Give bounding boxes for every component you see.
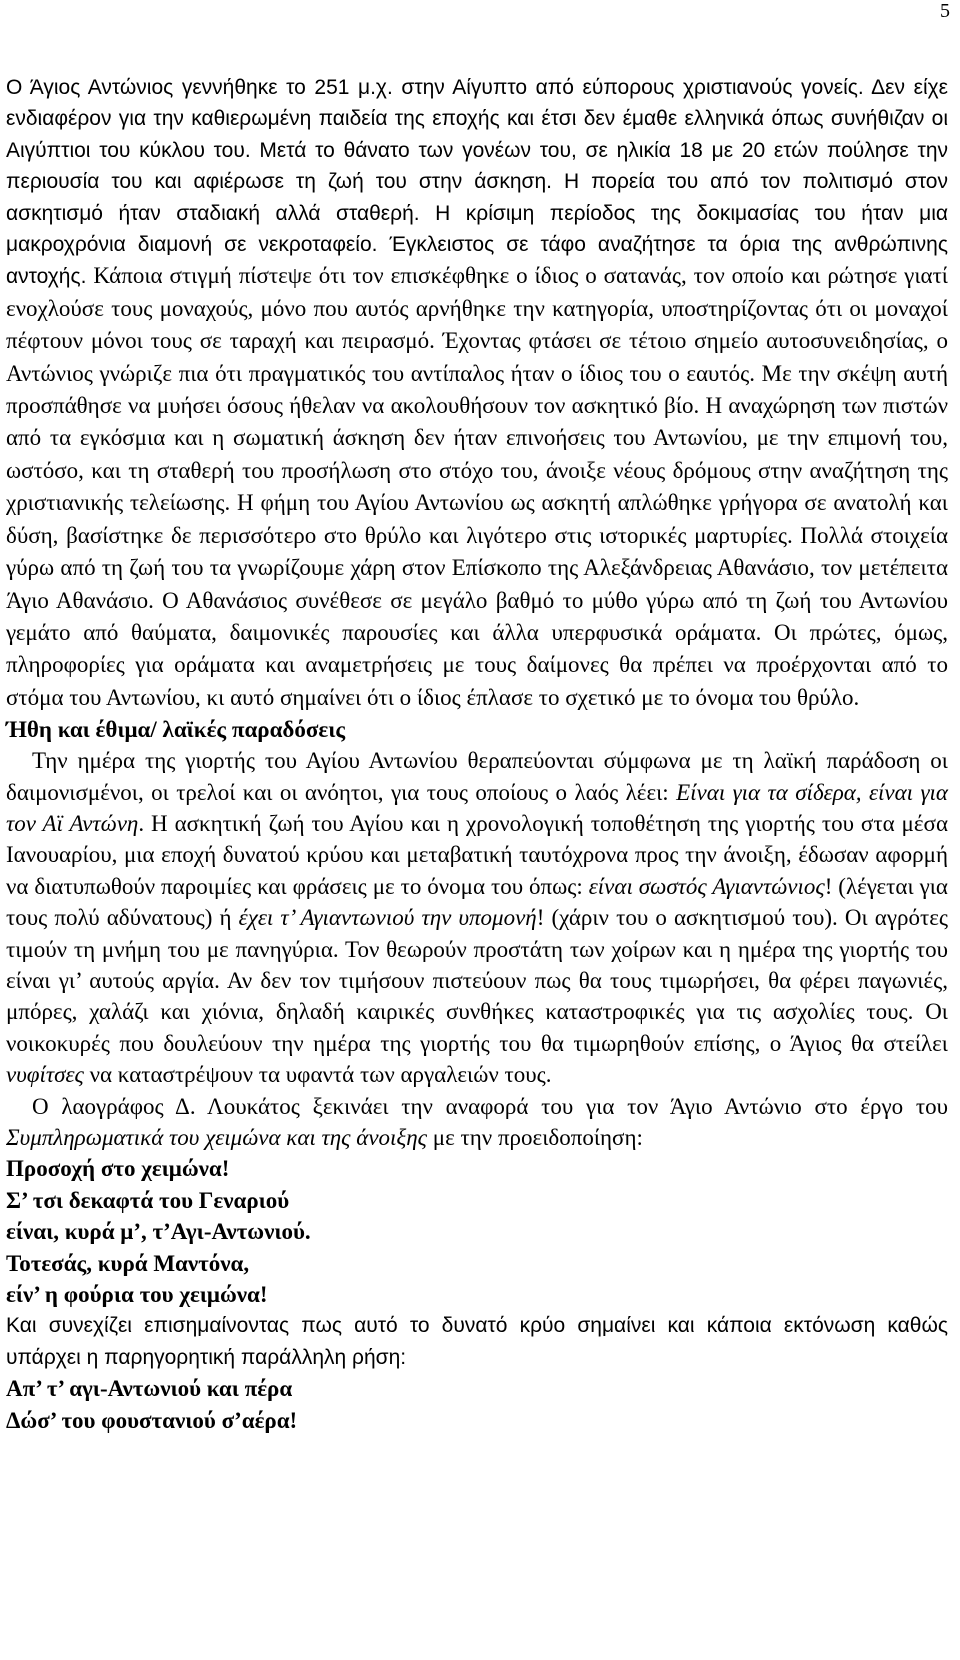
poem-line: Δώσ’ του φουστανιού σ’αέρα!	[6, 1407, 298, 1433]
paragraph-biography	[6, 72, 948, 714]
poem-line: Τοτεσάς, κυρά Μαντόνα,	[6, 1250, 250, 1276]
poem-line: Απ’ τ’ αγι-Αντωνιού και πέρα	[6, 1376, 293, 1402]
customs-quote-1: Είναι για τα σίδερα, είναι για τον Αϊ Αντώνη	[6, 779, 948, 836]
section-heading: Ήθη και έθιμα/ λαϊκές παραδόσεις	[6, 717, 346, 743]
page-number: 5	[940, 0, 950, 22]
poem-line: Προσοχή στο χειμώνα!	[6, 1156, 230, 1182]
paragraph-biography-sans: Ο Άγιος Αντώνιος γεννήθηκε το 251 μ.χ. στην Αίγυπτο από εύπορους χριστιανούς γονείς. Δεν είχε ενδιαφέρον για την καθιερωμένη παιδεία της εποχής και έτσι δεν έμαθε ελληνικά όπως συνήθιζαν οι Αιγύπτιοι του κύκλου του. Μετά το θάνατο των γονέων του, σε ηλικία 18 με 20 ετών πούλησε την περιουσία του και αφιέρωσε τη ζωή του στην άσκηση. Η πορεία του από τον πολιτισμό στον ασκητισμό ήταν σταδιακή αλλά σταθερή. Η κρίσιμη περίοδος της δοκιμασίας του ήταν μια μακροχρόνια διαμονή σε νεκροταφείο. Έγκλειστος σε τάφο αναζήτησε τα όρια της ανθρώπινης αντοχής.	[6, 76, 948, 289]
customs-quote-3: έχει τ’ Αγιαντωνιού την υπομονή	[238, 905, 537, 931]
customs-quote-2: είναι σωστός Αγιαντώνιος	[588, 873, 825, 899]
poem-line: είναι, κυρά μ’, τ’Αγι-Αντωνιού.	[6, 1219, 311, 1245]
loukatos-book-title: Συμπληρωματικά του χειμώνα και της άνοιξης	[6, 1125, 428, 1150]
paragraph-biography-serif: Κάποια στιγμή πίστεψε ότι τον επισκέφθηκε ο ίδιος ο σατανάς, τον οποίο και ρώτησε γιατί ενοχλούσε τους μοναχούς, μόνο που αυτός αρνήθηκε την κατηγορία, υποστηρίζοντας ότι οι μοναχοί πέφτουν μόνοι τους σε ταραχή και πειρασμό. Έχοντας φτάσει σε τέτοιο σημείο αυτοσυνειδησίας, ο Αντώνιος γνώριζε πια ότι πραγματικός του αντίπαλος ήταν ο ίδιος του ο εαυτός. Με την σκέψη αυτή προσπάθησε να μυήσει όσους ήθελαν να ακολουθήσουν τον ασκητικό βίο. Η αναχώρηση των πιστών από τα εγκόσμια και η σωματική άσκηση δεν ήταν επινοήσεις του Αντωνίου, με την επιμονή του, ωστόσο, και τη σταθερή του προσήλωση στο στόχο του, άνοιξε νέους δρόμους στην αναζήτηση της χριστιανικής τελείωσης. Η φήμη του Αγίου Αντωνίου ως ασκητή απλώθηκε γρήγορα σε ανατολή και δύση, βασίστηκε δε περισσότερο στο θρύλο και λιγότερο στις ιστορικές μαρτυρίες. Πολλά στοιχεία γύρω από τη ζωή του τα γνωρίζουμε χάρη στον Επίσκοπο της Αλεξάνδρειας Αθανάσιο, τον μετέπειτα Άγιο Αθανάσιο. Ο Αθανάσιος συνέθεσε σε μεγάλο βαθμό το μύθο γύρω από τη ζωή του Αντωνίου γεμάτο από θαύματα, δαιμονικές παρουσίες και άλλα υπερφυσικά οράματα. Οι πρώτες, όμως, πληροφορίες για οράματα και αναμετρήσεις με τους δαίμονες θα πρέπει να προέρχονται από το στόμα του Αντωνίου, κι αυτό σημαίνει ότι ο ίδιος έπλασε το σχετικό με το όνομα του θρύλο.	[6, 263, 948, 710]
loukatos-text-a: Ο λαογράφος Δ. Λουκάτος ξεκινάει την αναφορά του για τον Άγιο Αντώνιο στο έργο του	[32, 1093, 948, 1119]
poem-saying	[6, 1373, 948, 1436]
loukatos-text-b: με την προειδοποίηση:	[427, 1125, 643, 1150]
paragraph-continuation: Και συνεχίζει επισημαίνοντας πως αυτό το δυνατό κρύο σημαίνει και κάποια εκτόνωση καθώς υπάρχει η παρηγορητική παράλληλη ρήση:	[6, 1314, 948, 1369]
document-body	[6, 72, 948, 1436]
customs-quote-4: νυφίτσες	[6, 1062, 84, 1088]
customs-text-b: . Η ασκητική ζωή του Αγίου και η χρονολογική τοποθέτηση της γιορτής του στα μέσα Ιανουαρίου, μια εποχή δυνατού κρύου και μεταβατική ταυτόχρονα προς την άνοιξη, έδωσαν αφορμή να διατυπωθούν παροιμίες και φράσεις με το όνομα του όπως:	[6, 810, 948, 899]
customs-text-a: Την ημέρα της γιορτής του Αγίου Αντωνίου θεραπεύονται σύμφωνα με τη λαϊκή παράδοση οι δαιμονισμένοι, οι τρελοί και οι ανόητοι, για τους οποίους ο λαός λέει:	[6, 748, 948, 805]
paragraph-loukatos	[6, 1091, 948, 1154]
customs-text-e: να καταστρέψουν τα υφαντά των αργαλειών τους.	[83, 1062, 552, 1088]
customs-text-d: ! (χάριν του ο ασκητισμού του). Οι αγρότες τιμούν τη μνήμη του με πανηγύρια. Τον θεωρούν προστάτη των χοίρων και η ημέρα της γιορτής του είναι γι’ αυτούς αργία. Αν δεν τον τιμήσουν πιστεύουν πως θα τους τιμωρήσει, θα φέρει παγωνιές, μπόρες, χαλάζι και χιόνια, δηλαδή καιρικές συνθήκες καταστροφικές για τις ασχολίες τους. Οι νοικοκυρές που δουλεύουν την ημέρα της γιορτής του θα τιμωρηθούν επίσης, ο Άγιος θα στείλει	[6, 905, 949, 1056]
customs-text-c: ! (λέγεται για τους πολύ αδύνατους) ή	[6, 873, 948, 931]
paragraph-customs	[6, 745, 948, 1090]
poem-line: είν’ η φούρια του χειμώνα!	[6, 1282, 268, 1308]
poem-winter	[6, 1153, 948, 1310]
poem-line: Σ’ τσι δεκαφτά του Γεναριού	[6, 1187, 290, 1213]
